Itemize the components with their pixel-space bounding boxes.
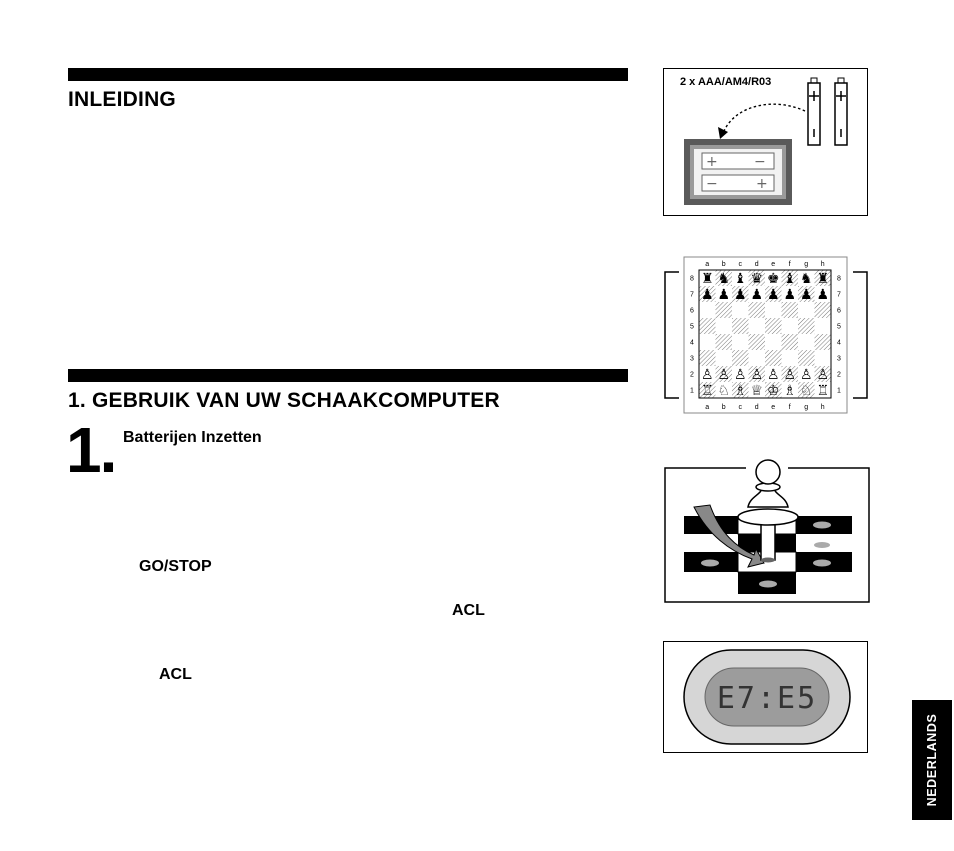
board-square [765, 350, 782, 366]
white-piece-icon: ♗ [783, 383, 797, 399]
board-square [732, 318, 749, 334]
board-square [765, 334, 782, 350]
board-square [798, 350, 815, 366]
rank-label: 6 [837, 307, 841, 315]
chessboard-figure [663, 256, 870, 416]
black-piece-icon: ♚ [766, 271, 780, 287]
black-piece-icon: ♞ [799, 271, 813, 287]
board-square [732, 350, 749, 366]
white-pawn-icon: ♙ [733, 367, 747, 383]
rank-label: 5 [690, 323, 694, 331]
board-square [782, 334, 799, 350]
white-piece-icon: ♖ [816, 383, 830, 399]
rank-label: 7 [837, 291, 841, 299]
bracket-left [665, 272, 679, 398]
board-square [749, 350, 766, 366]
file-label: e [771, 404, 776, 411]
file-label: g [804, 404, 809, 411]
board-square [798, 318, 815, 334]
battery-figure [663, 68, 868, 216]
black-piece-icon: ♜ [700, 271, 714, 287]
black-piece-icon: ♝ [783, 271, 797, 287]
rank-label: 4 [837, 339, 841, 347]
file-label: d [754, 404, 759, 411]
section-divider-usage [68, 369, 628, 382]
svg-text:−: − [706, 176, 718, 192]
board-square [732, 302, 749, 318]
file-label: a [705, 261, 710, 268]
board-square [815, 318, 832, 334]
rank-label: 1 [690, 387, 694, 395]
board-square [699, 302, 716, 318]
board-square [749, 334, 766, 350]
rank-label: 8 [837, 275, 841, 283]
file-label: h [820, 404, 825, 411]
white-piece-icon: ♘ [799, 383, 813, 399]
board-square [699, 350, 716, 366]
file-label: f [788, 261, 791, 268]
board-square [716, 334, 733, 350]
white-pawn-icon: ♙ [799, 367, 813, 383]
lcd-display-figure [663, 641, 868, 753]
file-label: g [804, 261, 809, 268]
white-piece-icon: ♘ [717, 383, 731, 399]
battery-icon [808, 78, 820, 145]
rank-label: 1 [837, 387, 841, 395]
bracket-right [853, 272, 867, 398]
board-square [765, 318, 782, 334]
black-pawn-icon: ♟ [816, 287, 830, 303]
go-stop-keyword: GO/STOP [139, 558, 212, 575]
step-title: Batterijen Inzetten [123, 429, 262, 446]
section-title-usage: 1. GEBRUIK VAN UW SCHAAKCOMPUTER [68, 389, 500, 412]
board-square [782, 350, 799, 366]
black-piece-icon: ♜ [816, 271, 830, 287]
rank-label: 3 [837, 355, 841, 363]
board-square [765, 302, 782, 318]
acl-keyword-2: ACL [159, 666, 192, 683]
black-pawn-icon: ♟ [799, 287, 813, 303]
file-label: f [788, 404, 791, 411]
black-pawn-icon: ♟ [766, 287, 780, 303]
board-square [815, 302, 832, 318]
rank-label: 2 [837, 371, 841, 379]
step-number: 1. [66, 414, 116, 486]
rank-label: 7 [690, 291, 694, 299]
language-tab-label: NEDERLANDS [925, 713, 939, 807]
rank-label: 5 [837, 323, 841, 331]
board-square [798, 334, 815, 350]
rank-label: 8 [690, 275, 694, 283]
white-piece-icon: ♗ [733, 383, 747, 399]
board-square [749, 302, 766, 318]
white-piece-icon: ♔ [766, 383, 780, 399]
file-label: d [754, 261, 759, 268]
rank-label: 2 [690, 371, 694, 379]
rank-label: 6 [690, 307, 694, 315]
board-square [798, 302, 815, 318]
black-pawn-icon: ♟ [700, 287, 714, 303]
pawn-move-figure [663, 467, 868, 603]
battery-icon [835, 78, 847, 145]
file-label: e [771, 261, 776, 268]
file-label: b [721, 404, 726, 411]
black-pawn-icon: ♟ [750, 287, 764, 303]
svg-text:−: − [754, 154, 766, 170]
white-pawn-icon: ♙ [766, 367, 780, 383]
file-label: c [738, 404, 742, 411]
board-square [716, 318, 733, 334]
board-square [699, 318, 716, 334]
board-square [782, 318, 799, 334]
white-piece-icon: ♖ [700, 383, 714, 399]
rank-label: 4 [690, 339, 694, 347]
svg-text:+: + [706, 154, 718, 170]
black-pawn-icon: ♟ [733, 287, 747, 303]
battery-compartment-icon [684, 139, 792, 205]
board-square [782, 302, 799, 318]
black-pawn-icon: ♟ [783, 287, 797, 303]
file-label: b [721, 261, 726, 268]
lcd-readout: E7:E5 [716, 681, 818, 716]
board-square [732, 334, 749, 350]
white-pawn-icon: ♙ [750, 367, 764, 383]
file-label: a [705, 404, 710, 411]
board-square [716, 302, 733, 318]
white-piece-icon: ♕ [750, 383, 764, 399]
board-square [815, 350, 832, 366]
black-piece-icon: ♞ [717, 271, 731, 287]
black-pawn-icon: ♟ [717, 287, 731, 303]
white-pawn-icon: ♙ [816, 367, 830, 383]
language-tab [912, 700, 952, 820]
board-square [815, 334, 832, 350]
insert-arrow-icon [724, 104, 805, 131]
acl-keyword-1: ACL [452, 602, 485, 619]
file-label: h [820, 261, 825, 268]
rank-label: 3 [690, 355, 694, 363]
board-square [716, 350, 733, 366]
black-piece-icon: ♝ [733, 271, 747, 287]
board-square [699, 334, 716, 350]
section-title-intro: INLEIDING [68, 88, 176, 111]
board-square [749, 318, 766, 334]
battery-caption: 2 x AAA/AM4/R03 [680, 76, 772, 88]
section-divider-top [68, 68, 628, 81]
svg-text:+: + [756, 176, 768, 192]
white-pawn-icon: ♙ [783, 367, 797, 383]
white-pawn-icon: ♙ [700, 367, 714, 383]
white-pawn-icon: ♙ [717, 367, 731, 383]
file-label: c [738, 261, 742, 268]
black-piece-icon: ♛ [750, 271, 764, 287]
